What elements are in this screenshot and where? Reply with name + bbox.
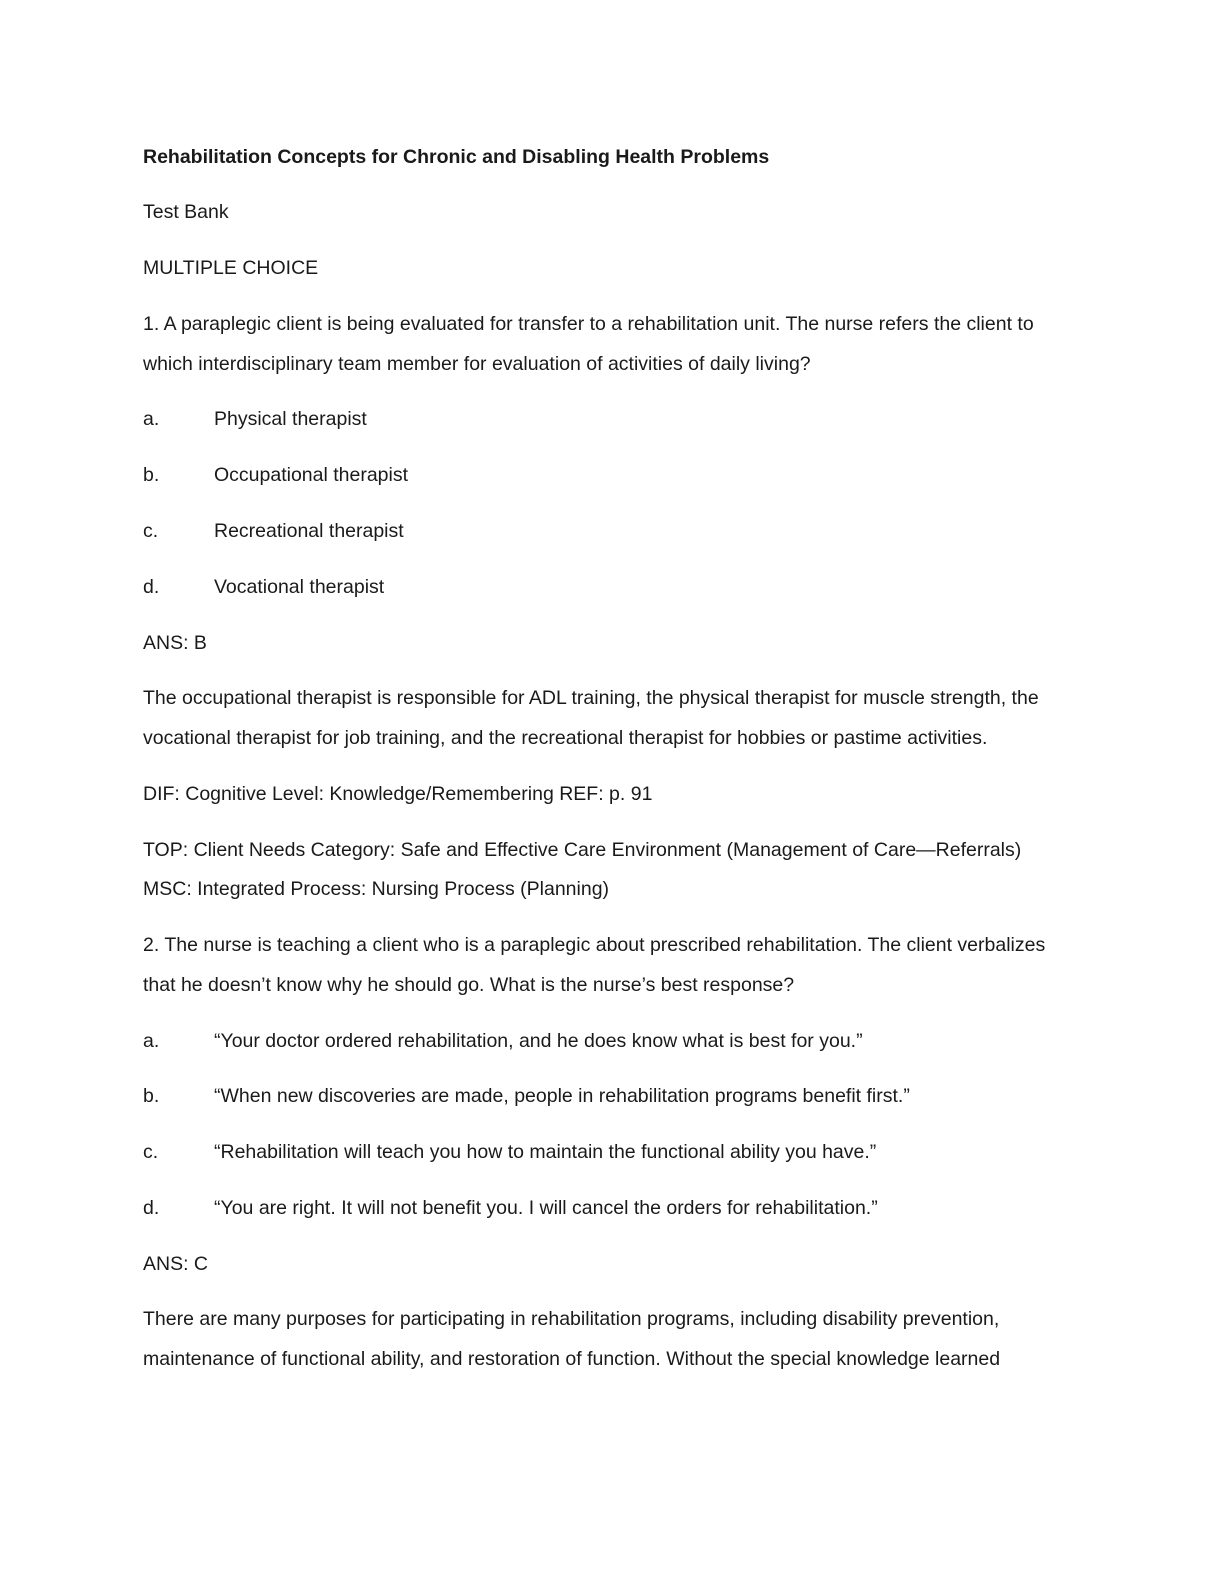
option-text: Occupational therapist: [214, 464, 409, 486]
msc-line: MSC: Integrated Process: Nursing Process (Planning): [143, 878, 610, 900]
rationale-line: There are many purposes for participating in rehabilitation programs, including disability prevention,: [143, 1308, 1000, 1330]
rationale-line: vocational therapist for job training, and the recreational therapist for hobbies or pastime activities.: [143, 727, 988, 749]
option-letter: c.: [143, 1141, 159, 1163]
question-stem-line: that he doesn’t know why he should go. What is the nurse’s best response?: [143, 974, 795, 996]
question-stem-line: 1. A paraplegic client is being evaluated for transfer to a rehabilitation unit. The nurse refers the client to: [143, 313, 1034, 335]
rationale-line: maintenance of functional ability, and restoration of function. Without the special knowledge learned: [143, 1348, 1001, 1370]
option-text: Physical therapist: [214, 408, 367, 430]
question-stem-line: which interdisciplinary team member for evaluation of activities of daily living?: [143, 353, 811, 375]
option-letter: c.: [143, 520, 159, 542]
document-title: Rehabilitation Concepts for Chronic and Disabling Health Problems: [143, 146, 770, 168]
option-text: Recreational therapist: [214, 520, 404, 542]
option-text: “When new discoveries are made, people in rehabilitation programs benefit first.”: [214, 1085, 910, 1107]
option-letter: d.: [143, 1197, 160, 1219]
option-letter: b.: [143, 464, 160, 486]
difficulty-reference: DIF: Cognitive Level: Knowledge/Remembering REF: p. 91: [143, 783, 653, 805]
option-letter: d.: [143, 576, 160, 598]
document-subtitle: Test Bank: [143, 201, 229, 223]
answer-key: ANS: B: [143, 632, 207, 654]
section-heading: MULTIPLE CHOICE: [143, 257, 319, 279]
rationale-line: The occupational therapist is responsible for ADL training, the physical therapist for muscle strength, the: [143, 687, 1039, 709]
option-text: “Rehabilitation will teach you how to maintain the functional ability you have.”: [214, 1141, 877, 1163]
option-letter: b.: [143, 1085, 160, 1107]
option-letter: a.: [143, 1030, 160, 1052]
topic-line: TOP: Client Needs Category: Safe and Effective Care Environment (Management of Care—Referrals): [143, 839, 1022, 861]
question-stem-line: 2. The nurse is teaching a client who is a paraplegic about prescribed rehabilitation. The client verbalizes: [143, 934, 1046, 956]
option-text: “Your doctor ordered rehabilitation, and he does know what is best for you.”: [214, 1030, 863, 1052]
option-text: Vocational therapist: [214, 576, 385, 598]
answer-key: ANS: C: [143, 1253, 209, 1275]
option-letter: a.: [143, 408, 160, 430]
option-text: “You are right. It will not benefit you. I will cancel the orders for rehabilitation.”: [214, 1197, 878, 1219]
document-page: [143, 0, 1083, 1584]
